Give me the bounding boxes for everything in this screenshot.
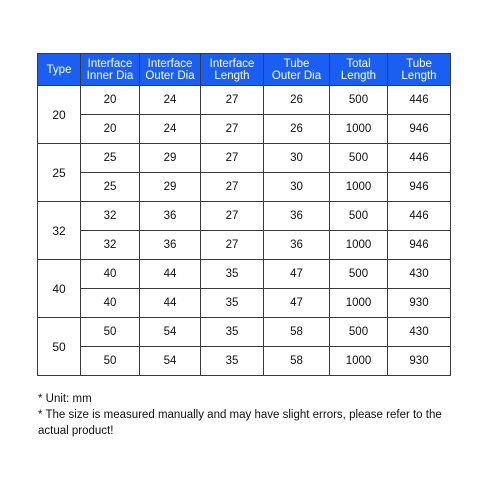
column-header-line: Length [214,69,250,82]
table-cell: 430 [388,260,451,289]
table-row [38,86,451,115]
table-cell: 946 [388,115,451,144]
notes [38,391,458,439]
type-cell: 40 [38,260,81,318]
column-header-line: Interface [147,57,193,70]
table-cell: 430 [388,318,451,347]
table-cell: 36 [140,231,201,260]
column-header [81,54,140,86]
column-header [330,54,388,86]
table-cell: 446 [388,86,451,115]
type-cell: 32 [38,202,81,260]
table-cell: 30 [264,173,330,202]
column-header-line: Tube [283,57,310,70]
note-unit: * Unit: mm [38,393,92,405]
table-cell: 26 [264,86,330,115]
table-cell: 58 [264,347,330,376]
table-cell: 20 [81,115,140,144]
table-row [38,202,451,231]
type-cell: 25 [38,144,81,202]
table-row [38,115,451,144]
table-cell: 1000 [330,231,388,260]
table-row [38,260,451,289]
table-cell: 1000 [330,115,388,144]
table-cell: 20 [81,86,140,115]
column-header-line: Outer Dia [145,69,195,82]
table-cell: 54 [140,347,201,376]
table-cell: 32 [81,231,140,260]
table-row [38,289,451,318]
header-row [38,54,451,86]
table-cell: 29 [140,173,201,202]
table-body [38,86,451,376]
column-header [201,54,264,86]
table-cell: 35 [201,260,264,289]
note-disclaimer: * The size is measured manually and may have slight errors, please refer to the actual product! [38,409,442,437]
table-cell: 32 [81,202,140,231]
table-cell: 26 [264,115,330,144]
column-header-line: Type [46,63,72,76]
table-cell: 446 [388,144,451,173]
type-cell: 20 [38,86,81,144]
table-row [38,173,451,202]
table-cell: 44 [140,289,201,318]
table-cell: 27 [201,86,264,115]
table-cell: 1000 [330,289,388,318]
column-header-line: Length [401,69,437,82]
table-cell: 24 [140,115,201,144]
column-header-line: Outer Dia [271,69,322,82]
table-cell: 47 [264,260,330,289]
column-header-line: Total [346,57,371,70]
table-cell: 27 [201,202,264,231]
table-cell: 30 [264,144,330,173]
table-cell: 946 [388,173,451,202]
table-cell: 24 [140,86,201,115]
table-cell: 500 [330,144,388,173]
table-cell: 36 [140,202,201,231]
table-cell: 946 [388,231,451,260]
column-header-line: Interface [209,57,255,70]
column-header [140,54,201,86]
table-row [38,347,451,376]
table-cell: 47 [264,289,330,318]
table-cell: 446 [388,202,451,231]
table-row [38,318,451,347]
table-cell: 40 [81,260,140,289]
table-row [38,231,451,260]
table-cell: 27 [201,144,264,173]
table-cell: 35 [201,347,264,376]
table-cell: 500 [330,260,388,289]
table-cell: 930 [388,347,451,376]
column-header [264,54,330,86]
table-cell: 1000 [330,173,388,202]
table-cell: 36 [264,202,330,231]
table-cell: 44 [140,260,201,289]
column-header [388,54,451,86]
table-cell: 50 [81,318,140,347]
table-cell: 25 [81,173,140,202]
type-cell: 50 [38,318,81,376]
table-header [38,54,451,86]
table-cell: 29 [140,144,201,173]
table-cell: 40 [81,289,140,318]
table-cell: 1000 [330,347,388,376]
table-cell: 930 [388,289,451,318]
table-cell: 500 [330,86,388,115]
column-header-line: Interface [87,57,133,70]
table-cell: 500 [330,202,388,231]
table-cell: 35 [201,318,264,347]
size-spec-table [37,53,451,376]
table-cell: 35 [201,289,264,318]
column-header-line: Tube [406,57,432,70]
column-header [38,54,81,86]
table-cell: 58 [264,318,330,347]
table-cell: 27 [201,231,264,260]
table-cell: 54 [140,318,201,347]
table-cell: 27 [201,115,264,144]
column-header-line: Inner Dia [86,69,134,82]
table-cell: 25 [81,144,140,173]
table-cell: 36 [264,231,330,260]
table-cell: 500 [330,318,388,347]
column-header-line: Length [340,69,377,82]
table-cell: 50 [81,347,140,376]
table-cell: 27 [201,173,264,202]
table-row [38,144,451,173]
